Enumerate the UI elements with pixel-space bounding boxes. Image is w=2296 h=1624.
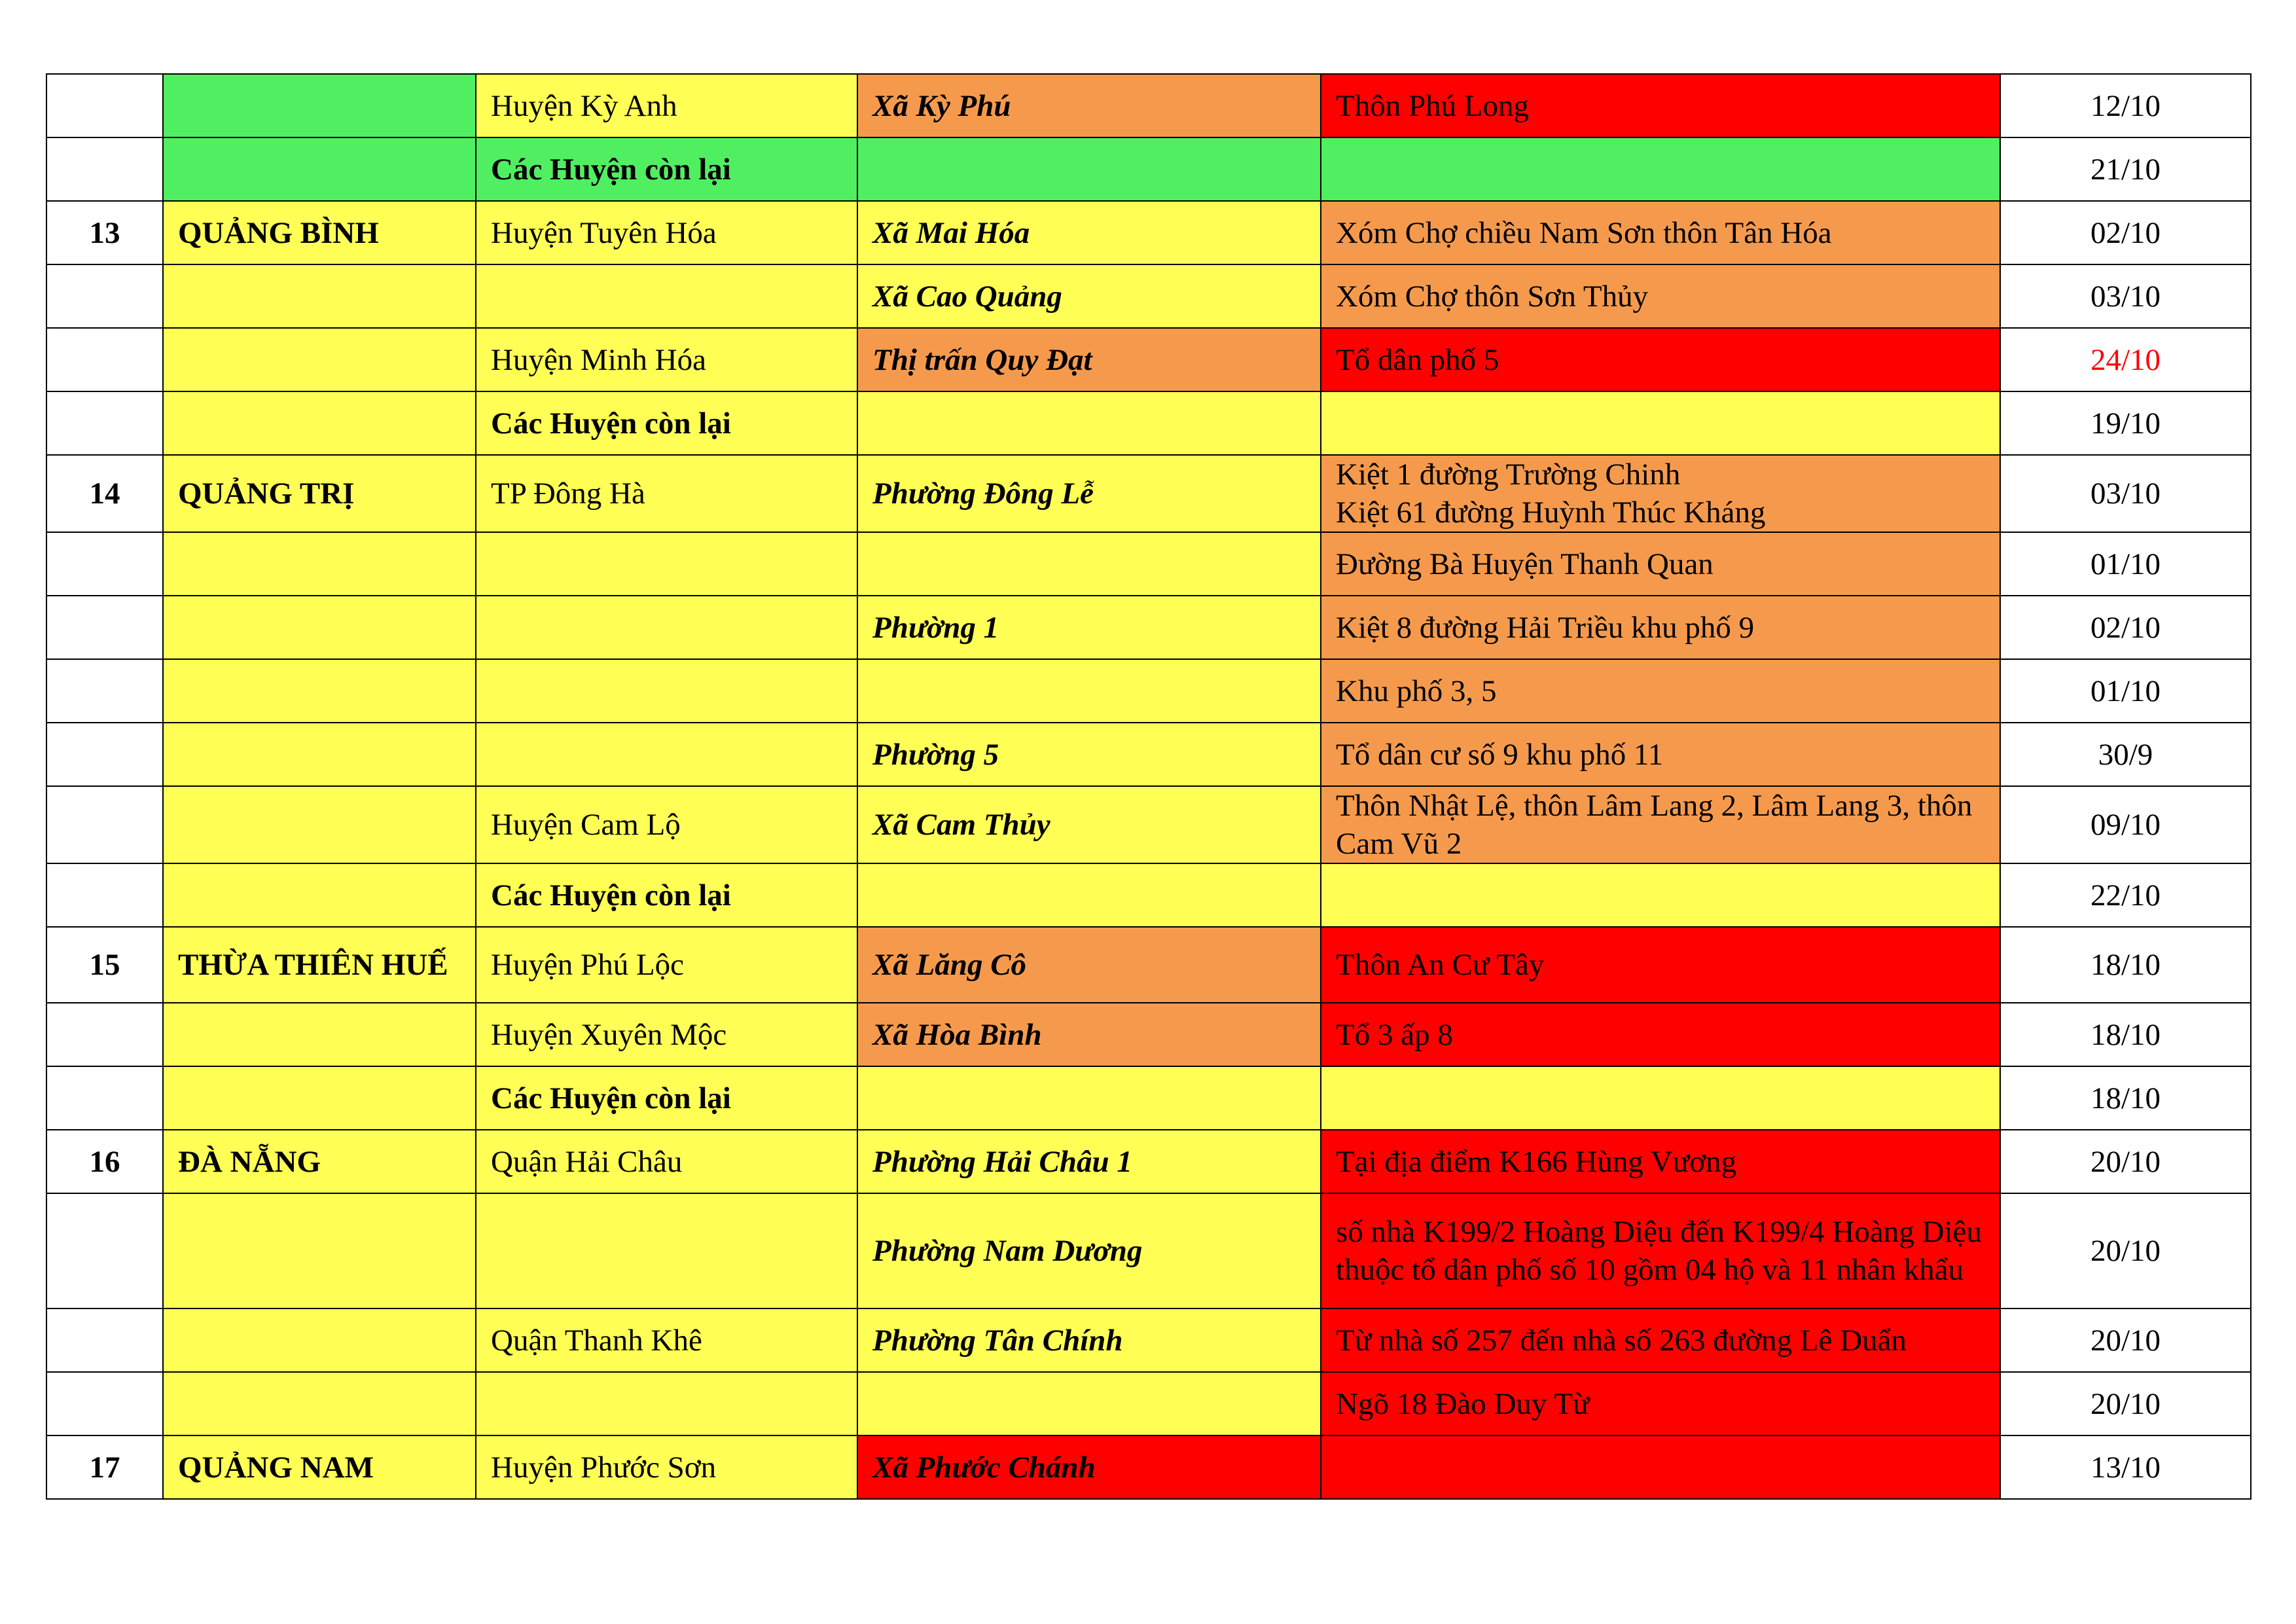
table-row (46, 927, 2251, 1003)
commune-name (857, 1066, 1321, 1130)
affected-area (1321, 1066, 2000, 1130)
row-number (46, 1003, 163, 1066)
province-name (163, 1193, 476, 1308)
date-value: 24/10 (2000, 328, 2251, 391)
row-number (46, 532, 163, 596)
district-name: Huyện Xuyên Mộc (476, 1003, 857, 1066)
table-row (46, 201, 2251, 264)
commune-name: Phường 5 (857, 723, 1321, 786)
table-row (46, 1130, 2251, 1193)
table-row (46, 1193, 2251, 1308)
affected-area: Ngõ 18 Đào Duy Từ (1321, 1372, 2000, 1435)
affected-area: Tại địa điểm K166 Hùng Vương (1321, 1130, 2000, 1193)
district-name: Huyện Phú Lộc (476, 927, 857, 1003)
commune-name: Phường Nam Dương (857, 1193, 1321, 1308)
commune-name (857, 863, 1321, 927)
table-row (46, 264, 2251, 328)
province-name (163, 659, 476, 723)
commune-name: Xã Mai Hóa (857, 201, 1321, 264)
row-number (46, 1308, 163, 1372)
date-value: 19/10 (2000, 391, 2251, 455)
district-name: Quận Thanh Khê (476, 1308, 857, 1372)
table-row (46, 1308, 2251, 1372)
district-name (476, 1193, 857, 1308)
district-name (476, 723, 857, 786)
table-row (46, 1435, 2251, 1499)
affected-area: Tổ 3 ấp 8 (1321, 1003, 2000, 1066)
row-number (46, 391, 163, 455)
district-name: Các Huyện còn lại (476, 863, 857, 927)
affected-area: số nhà K199/2 Hoàng Diệu đến K199/4 Hoàng Diệu thuộc tổ dân phố số 10 gồm 04 hộ và 11 nhân khẩu (1321, 1193, 2000, 1308)
date-value: 20/10 (2000, 1193, 2251, 1308)
district-name (476, 264, 857, 328)
province-name (163, 137, 476, 201)
zone-table (46, 73, 2251, 1500)
province-name (163, 532, 476, 596)
row-number: 16 (46, 1130, 163, 1193)
district-name: Các Huyện còn lại (476, 1066, 857, 1130)
commune-name: Phường 1 (857, 596, 1321, 659)
date-value: 18/10 (2000, 927, 2251, 1003)
commune-name: Thị trấn Quy Đạt (857, 328, 1321, 391)
table-row (46, 723, 2251, 786)
province-name (163, 1372, 476, 1435)
district-name: Huyện Tuyên Hóa (476, 201, 857, 264)
district-name: Huyện Minh Hóa (476, 328, 857, 391)
commune-name (857, 137, 1321, 201)
district-name (476, 596, 857, 659)
affected-area: Tổ dân cư số 9 khu phố 11 (1321, 723, 2000, 786)
commune-name: Phường Hải Châu 1 (857, 1130, 1321, 1193)
table-row (46, 328, 2251, 391)
commune-name: Xã Cao Quảng (857, 264, 1321, 328)
affected-area: Từ nhà số 257 đến nhà số 263 đường Lê Duẩn (1321, 1308, 2000, 1372)
date-value: 21/10 (2000, 137, 2251, 201)
table-row (46, 1003, 2251, 1066)
row-number: 17 (46, 1435, 163, 1499)
table-row (46, 596, 2251, 659)
date-value: 22/10 (2000, 863, 2251, 927)
province-name (163, 1066, 476, 1130)
district-name: Huyện Kỳ Anh (476, 74, 857, 137)
date-value: 20/10 (2000, 1372, 2251, 1435)
date-value: 02/10 (2000, 596, 2251, 659)
table-row (46, 137, 2251, 201)
date-value: 13/10 (2000, 1435, 2251, 1499)
affected-area: Kiệt 8 đường Hải Triều khu phố 9 (1321, 596, 2000, 659)
province-name (163, 863, 476, 927)
province-name: QUẢNG NAM (163, 1435, 476, 1499)
row-number (46, 596, 163, 659)
date-value: 03/10 (2000, 264, 2251, 328)
commune-name (857, 532, 1321, 596)
row-number (46, 1066, 163, 1130)
province-name: ĐÀ NẴNG (163, 1130, 476, 1193)
row-number: 15 (46, 927, 163, 1003)
affected-area (1321, 391, 2000, 455)
commune-name: Xã Cam Thủy (857, 786, 1321, 863)
table-row (46, 863, 2251, 927)
row-number (46, 264, 163, 328)
row-number (46, 723, 163, 786)
date-value: 02/10 (2000, 201, 2251, 264)
date-value: 01/10 (2000, 532, 2251, 596)
table-row (46, 74, 2251, 137)
province-name (163, 786, 476, 863)
district-name: TP Đông Hà (476, 455, 857, 532)
row-number (46, 1372, 163, 1435)
affected-area: Đường Bà Huyện Thanh Quan (1321, 532, 2000, 596)
province-name (163, 328, 476, 391)
date-value: 12/10 (2000, 74, 2251, 137)
date-value: 03/10 (2000, 455, 2251, 532)
table-row (46, 1372, 2251, 1435)
province-name (163, 596, 476, 659)
row-number (46, 328, 163, 391)
row-number (46, 786, 163, 863)
province-name (163, 723, 476, 786)
table-row (46, 391, 2251, 455)
district-name: Huyện Cam Lộ (476, 786, 857, 863)
table-row (46, 786, 2251, 863)
table-row (46, 659, 2251, 723)
table-row (46, 532, 2251, 596)
province-name (163, 1003, 476, 1066)
row-number (46, 74, 163, 137)
commune-name: Phường Tân Chính (857, 1308, 1321, 1372)
commune-name: Xã Phước Chánh (857, 1435, 1321, 1499)
affected-area: Xóm Chợ chiều Nam Sơn thôn Tân Hóa (1321, 201, 2000, 264)
province-name (163, 391, 476, 455)
row-number (46, 863, 163, 927)
affected-area: Thôn An Cư Tây (1321, 927, 2000, 1003)
table-row (46, 455, 2251, 532)
district-name (476, 532, 857, 596)
commune-name: Phường Đông Lễ (857, 455, 1321, 532)
row-number (46, 659, 163, 723)
date-value: 18/10 (2000, 1066, 2251, 1130)
province-name: THỪA THIÊN HUẾ (163, 927, 476, 1003)
commune-name (857, 1372, 1321, 1435)
affected-area: Thôn Nhật Lệ, thôn Lâm Lang 2, Lâm Lang 3, thôn Cam Vũ 2 (1321, 786, 2000, 863)
row-number: 13 (46, 201, 163, 264)
district-name: Các Huyện còn lại (476, 391, 857, 455)
date-value: 20/10 (2000, 1308, 2251, 1372)
affected-area (1321, 137, 2000, 201)
zone-table-body (46, 74, 2251, 1499)
row-number (46, 137, 163, 201)
row-number: 14 (46, 455, 163, 532)
commune-name: Xã Lăng Cô (857, 927, 1321, 1003)
date-value: 18/10 (2000, 1003, 2251, 1066)
province-name (163, 264, 476, 328)
district-name (476, 1372, 857, 1435)
commune-name (857, 391, 1321, 455)
province-name: QUẢNG BÌNH (163, 201, 476, 264)
commune-name (857, 659, 1321, 723)
province-name (163, 1308, 476, 1372)
date-value: 30/9 (2000, 723, 2251, 786)
affected-area: Tổ dân phố 5 (1321, 328, 2000, 391)
affected-area: Xóm Chợ thôn Sơn Thủy (1321, 264, 2000, 328)
affected-area (1321, 1435, 2000, 1499)
affected-area (1321, 863, 2000, 927)
date-value: 01/10 (2000, 659, 2251, 723)
province-name (163, 74, 476, 137)
province-name: QUẢNG TRỊ (163, 455, 476, 532)
district-name: Các Huyện còn lại (476, 137, 857, 201)
affected-area: Kiệt 1 đường Trường Chinh Kiệt 61 đường Huỳnh Thúc Kháng (1321, 455, 2000, 532)
affected-area: Khu phố 3, 5 (1321, 659, 2000, 723)
table-row (46, 1066, 2251, 1130)
district-name: Huyện Phước Sơn (476, 1435, 857, 1499)
date-value: 20/10 (2000, 1130, 2251, 1193)
district-name (476, 659, 857, 723)
affected-area: Thôn Phú Long (1321, 74, 2000, 137)
commune-name: Xã Hòa Bình (857, 1003, 1321, 1066)
commune-name: Xã Kỳ Phú (857, 74, 1321, 137)
date-value: 09/10 (2000, 786, 2251, 863)
row-number (46, 1193, 163, 1308)
district-name: Quận Hải Châu (476, 1130, 857, 1193)
